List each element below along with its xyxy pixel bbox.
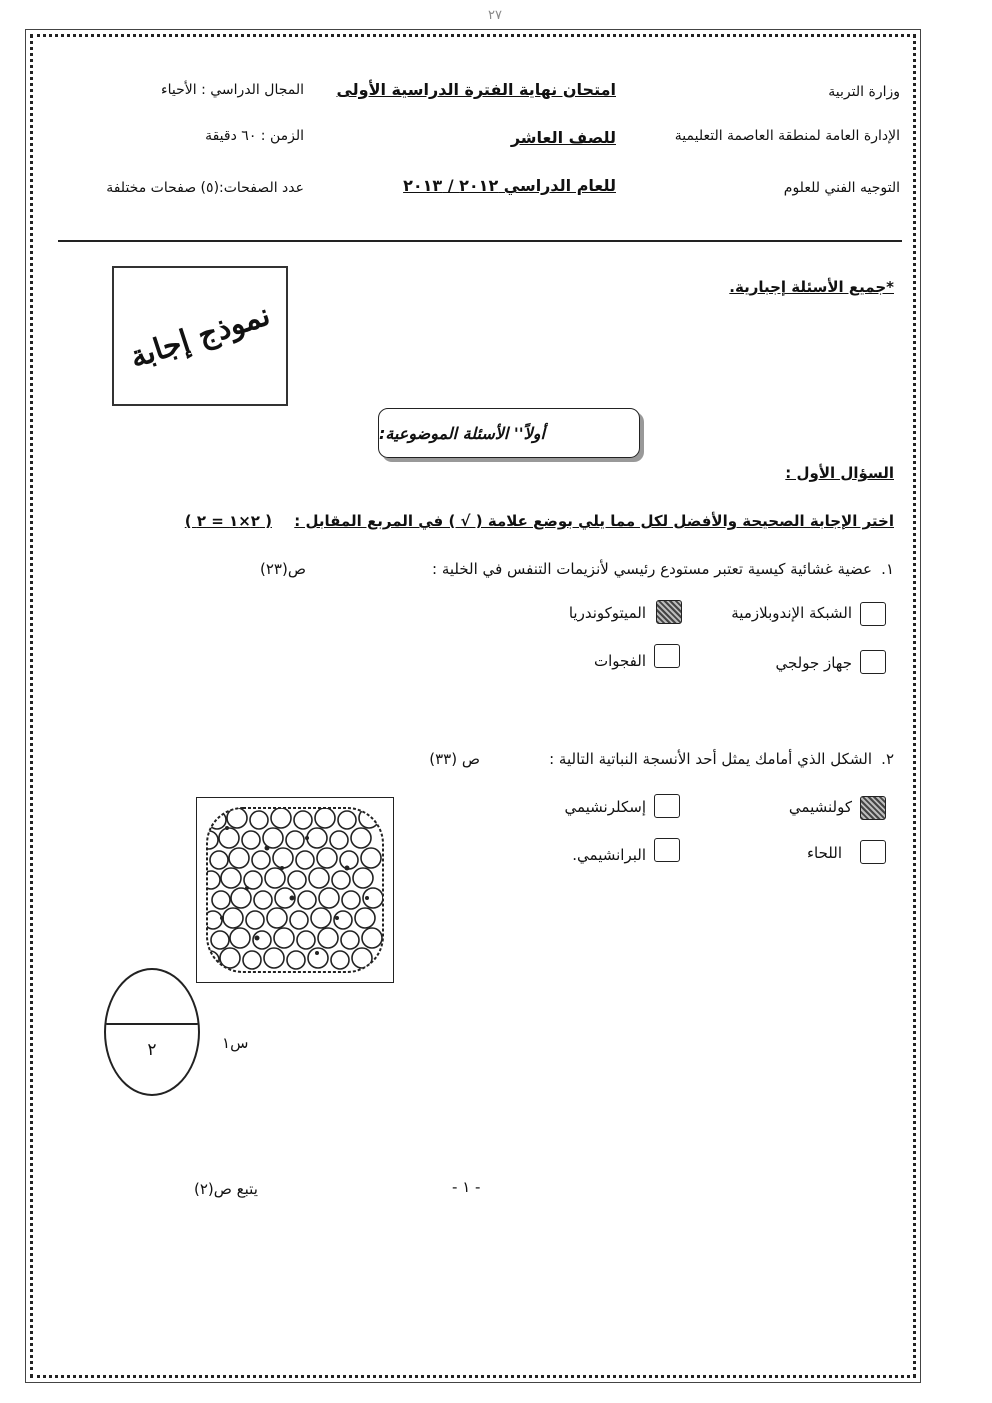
answer-key-stamp	[112, 266, 288, 406]
collenchyma-cells-drawing	[197, 798, 393, 982]
school-year: للعام الدراسي ٢٠١٢ / ٢٠١٣	[403, 176, 616, 195]
header-ministry: وزارة التربية	[828, 84, 900, 100]
option-checkbox[interactable]	[654, 644, 680, 668]
item-text: عضية غشائية كيسية تعتبر مستودع رئيسي لأنزيمات التنفس في الخلية :	[432, 560, 872, 578]
option-label: كولنشيمي	[788, 798, 852, 816]
scan-mark: ٢٧	[488, 8, 502, 23]
option-checkbox-checked[interactable]	[860, 796, 886, 820]
score-circle	[104, 968, 200, 1096]
grade: للصف العاشر	[510, 128, 616, 147]
subject: المجال الدراسي : الأحياء	[161, 82, 304, 98]
option-checkbox[interactable]	[860, 602, 886, 626]
exam-time: الزمن : ٦٠ دقيقة	[205, 128, 304, 144]
option-checkbox-checked[interactable]	[656, 600, 682, 624]
score-label: س١	[222, 1034, 249, 1052]
question-title: السؤال الأول :	[785, 464, 894, 482]
option-label: إسكلرنشيمي	[564, 798, 646, 816]
score-value: ٢	[147, 1040, 157, 1060]
option-label: جهاز جولجي	[775, 654, 852, 672]
item-text: الشكل الذي أمامك يمثل أحد الأنسجة النباتية التالية :	[549, 750, 872, 768]
page-number: - ١ -	[452, 1178, 481, 1196]
continue-note: يتبع ص(٢)	[194, 1180, 258, 1198]
header-directorate: الإدارة العامة لمنطقة العاصمة التعليمية	[674, 128, 900, 144]
option-label: اللحاء	[806, 844, 842, 862]
option-checkbox[interactable]	[654, 838, 680, 862]
page-border	[30, 34, 916, 1378]
item-number: ٢.	[881, 750, 894, 768]
page-count: عدد الصفحات:(٥) صفحات مختلفة	[106, 180, 304, 196]
plant-tissue-figure	[196, 797, 394, 983]
score-divider	[106, 1023, 198, 1025]
item-ref: ص (٣٣)	[429, 750, 480, 768]
question-marks: ( ٢×١ = ٢ )	[184, 512, 272, 530]
option-label: الشبكة الإندوبلازمية	[731, 604, 852, 622]
option-checkbox[interactable]	[860, 840, 886, 864]
section-title: أولاً'' الأسئلة الموضوعية:	[379, 423, 545, 443]
option-label: الفجوات	[593, 652, 646, 670]
option-label: الميتوكوندريا	[568, 604, 646, 622]
item-number: ١.	[881, 560, 894, 578]
mandatory-note: *جميع الأسئلة إجبارية.	[729, 278, 894, 296]
header-guidance: التوجيه الفني للعلوم	[783, 180, 900, 196]
option-label: البرانشيمي.	[572, 846, 646, 864]
stamp-text: نموذج إجابة	[125, 296, 275, 376]
question-instruction: اختر الإجابة الصحيحة والأفضل لكل مما يلي بوضع علامة ( √ ) في المربع المقابل :	[294, 512, 894, 530]
exam-title: امتحان نهاية الفترة الدراسية الأولى	[336, 80, 616, 99]
header-divider	[58, 240, 902, 242]
option-checkbox[interactable]	[654, 794, 680, 818]
section-title-box	[378, 408, 640, 458]
option-checkbox[interactable]	[860, 650, 886, 674]
item-ref: ص(٢٣)	[260, 560, 306, 578]
